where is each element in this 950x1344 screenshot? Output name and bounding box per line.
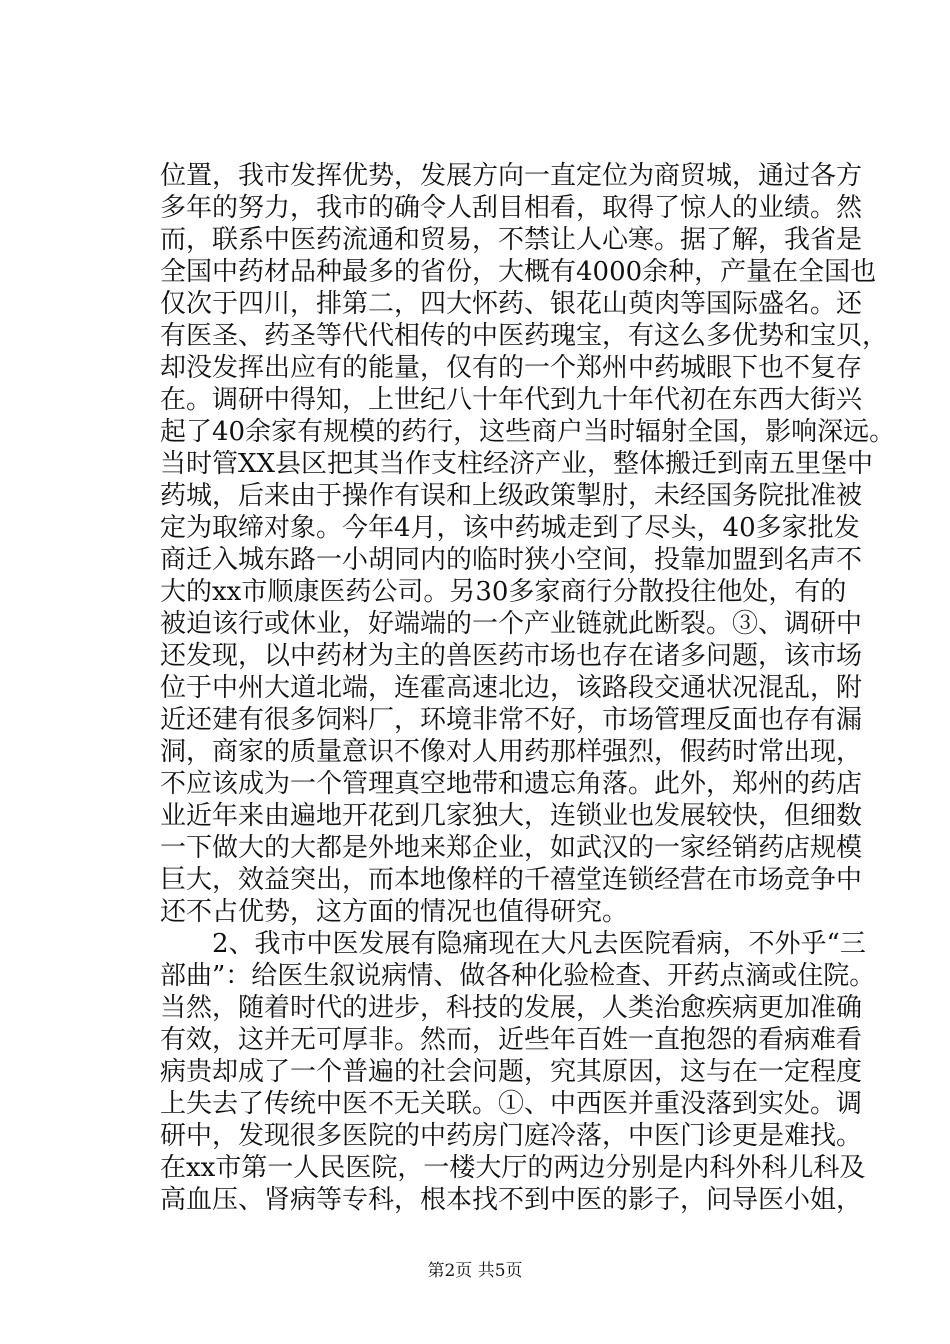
paragraph-1	[160, 160, 896, 928]
text-line: 当然，随着时代的进步，科技的发展，人类治愈疾病更加准确	[160, 993, 863, 1023]
text-line: 一下做大的大都是外地来郑企业，如武汉的一家经销药店规模	[160, 833, 863, 863]
text-line: 还不占优势，这方面的情况也值得研究。	[160, 897, 629, 927]
text-line: 上失去了传统中医不无关联。①、中西医并重没落到实处。调	[160, 1089, 863, 1119]
text-line: 起了40余家有规模的药行，这些商户当时辐射全国，影响深远。	[160, 417, 896, 447]
paragraph-2	[160, 928, 876, 1216]
text-line: 却没发挥出应有的能量，仅有的一个郑州中药城眼下也不复存	[160, 353, 863, 383]
text-line: 药城，后来由于操作有误和上级政策掣肘，未经国务院批准被	[160, 481, 863, 511]
text-line: 大的xx市顺康医药公司。另30多家商行分散投往他处，有的	[160, 577, 847, 607]
text-line: 还发现，以中药材为主的兽医药市场也存在诸多问题，该市场	[160, 641, 863, 671]
text-line: 巨大，效益突出，而本地像样的千禧堂连锁经营在市场竞争中	[160, 865, 863, 895]
text-line: 有效，这并无可厚非。然而，近些年百姓一直抱怨的看病难看	[160, 1025, 863, 1055]
text-line: 业近年来由遍地开花到几家独大，连锁业也发展较快，但细数	[160, 801, 863, 831]
text-line: 被迫该行或休业，好端端的一个产业链就此断裂。③、调研中	[160, 609, 863, 639]
text-line: 定为取缔对象。今年4月，该中药城走到了尽头，40多家批发	[160, 513, 860, 543]
text-line: 全国中药材品种最多的省份，大概有4000余种，产量在全国也	[160, 257, 877, 287]
text-line: 研中，发现很多医院的中药房门庭冷落，中医门诊更是难找。	[160, 1121, 863, 1151]
text-line: 位置，我市发挥优势，发展方向一直定位为商贸城，通过各方	[160, 161, 863, 191]
text-line: 当时管XX县区把其当作支柱经济产业，整体搬迁到南五里堡中	[160, 449, 874, 479]
text-line: 近还建有很多饲料厂，环境非常不好，市场管理反面也存有漏	[160, 705, 863, 735]
text-line: 位于中州大道北端，连霍高速北边，该路段交通状况混乱，附	[160, 673, 863, 703]
text-line: 在xx市第一人民医院，一楼大厅的两边分别是内科外科儿科及	[160, 1153, 866, 1183]
text-line: 仅次于四川，排第二，四大怀药、银花山萸肉等国际盛名。还	[160, 289, 863, 319]
text-line: 不应该成为一个管理真空地带和遗忘角落。此外，郑州的药店	[160, 769, 863, 799]
document-body	[160, 160, 896, 1216]
text-line: 在。调研中得知，上世纪八十年代到九十年代初在东西大街兴	[160, 385, 863, 415]
text-line: 有医圣、药圣等代代相传的中医药瑰宝，有这么多优势和宝贝，	[160, 321, 889, 351]
text-line: 部曲”：给医生叙说病情、做各种化验检查、开药点滴或住院。	[160, 961, 876, 991]
page-number-footer: 第2页 共5页	[427, 1261, 523, 1281]
text-line: 多年的努力，我市的确令人刮目相看，取得了惊人的业绩。然	[160, 193, 863, 223]
text-line: 2、我市中医发展有隐痛现在大凡去医院看病，不外乎“三	[212, 929, 866, 959]
text-line: 高血压、肾病等专科，根本找不到中医的影子，问导医小姐，	[160, 1185, 863, 1215]
text-line: 而，联系中医药流通和贸易，不禁让人心寒。据了解，我省是	[160, 225, 863, 255]
text-line: 洞，商家的质量意识不像对人用药那样强烈，假药时常出现，	[160, 737, 863, 767]
text-line: 病贵却成了一个普遍的社会问题，究其原因，这与在一定程度	[160, 1057, 863, 1087]
text-line: 商迁入城东路一小胡同内的临时狭小空间，投靠加盟到名声不	[160, 545, 863, 575]
